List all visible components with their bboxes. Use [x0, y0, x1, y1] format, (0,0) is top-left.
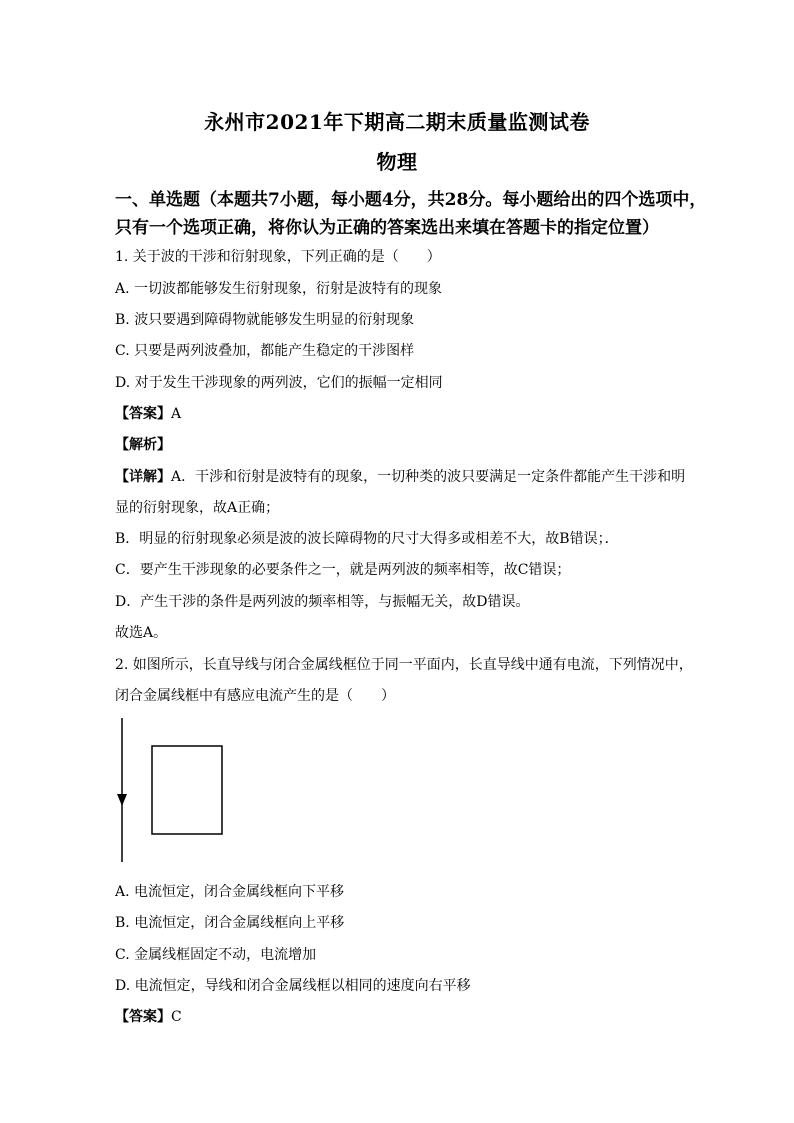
q2-stem-line1: 2. 如图所示，长直导线与闭合金属线框位于同一平面内，长直导线中通有电流，下列情况中， — [115, 657, 693, 673]
q1-detail-text: A．干涉和衍射是波特有的现象，一切种类的波只要满足一定条件都能产生干涉和明 — [171, 469, 686, 485]
section-heading-line2: 只有一个选项正确，将你认为正确的答案选出来填在答题卡的指定位置） — [115, 218, 659, 238]
q2-stem-line2: 闭合金属线框中有感应电流产生的是（ ） — [115, 688, 395, 704]
q1-detail-line2: 显的衍射现象，故A正确； — [115, 500, 280, 516]
q1-option-d: D. 对于发生干涉现象的两列波，它们的振幅一定相同 — [115, 375, 443, 391]
q2-option-a: A. 电流恒定，闭合金属线框向下平移 — [115, 884, 345, 900]
q1-detail-b: B．明显的衍射现象必须是波的波长障碍物的尺寸大得多或相差不大，故B错误；． — [115, 531, 619, 547]
wire-and-loop-diagram — [110, 716, 240, 866]
q1-detail-label: 【详解】 — [115, 469, 171, 485]
q2-answer — [115, 1006, 182, 1026]
q1-detail-line1 — [115, 466, 685, 486]
q1-option-c: C. 只要是两列波叠加，都能产生稳定的干涉图样 — [115, 343, 415, 359]
metal-loop-frame — [152, 746, 222, 834]
q1-detail-c: C．要产生干涉现象的必要条件之一，就是两列波的频率相等，故C错误； — [115, 562, 571, 578]
q2-option-b: B. 电流恒定，闭合金属线框向上平移 — [115, 915, 345, 931]
q2-answer-value: C — [171, 1009, 182, 1025]
q1-answer-value: A — [171, 406, 182, 422]
q1-option-a: A. 一切波都能够发生衍射现象，衍射是波特有的现象 — [115, 281, 443, 297]
q2-option-d: D. 电流恒定，导线和闭合金属线框以相同的速度向右平移 — [115, 978, 471, 994]
q1-answer-label: 【答案】 — [115, 406, 171, 422]
q1-stem: 1. 关于波的干涉和衍射现象，下列正确的是（ ） — [115, 249, 441, 265]
subject-title: 物理 — [376, 150, 418, 174]
exam-title: 永州市2021年下期高二期末质量监测试卷 — [204, 110, 590, 134]
q2-answer-label: 【答案】 — [115, 1009, 171, 1025]
q1-answer — [115, 403, 181, 423]
q2-option-c: C. 金属线框固定不动，电流增加 — [115, 947, 317, 963]
current-direction-arrow-icon — [117, 794, 127, 806]
q1-option-b: B. 波只要遇到障碍物就能够发生明显的衍射现象 — [115, 312, 415, 328]
q1-conclusion: 故选A。 — [115, 625, 168, 641]
section-heading-line1: 一、单选题（本题共7小题，每小题4分，共28分。每小题给出的四个选项中， — [115, 190, 707, 210]
q1-analysis-label: 【解析】 — [115, 437, 171, 453]
q1-detail-d: D．产生干涉的条件是两列波的频率相等，与振幅无关，故D错误。 — [115, 594, 530, 610]
